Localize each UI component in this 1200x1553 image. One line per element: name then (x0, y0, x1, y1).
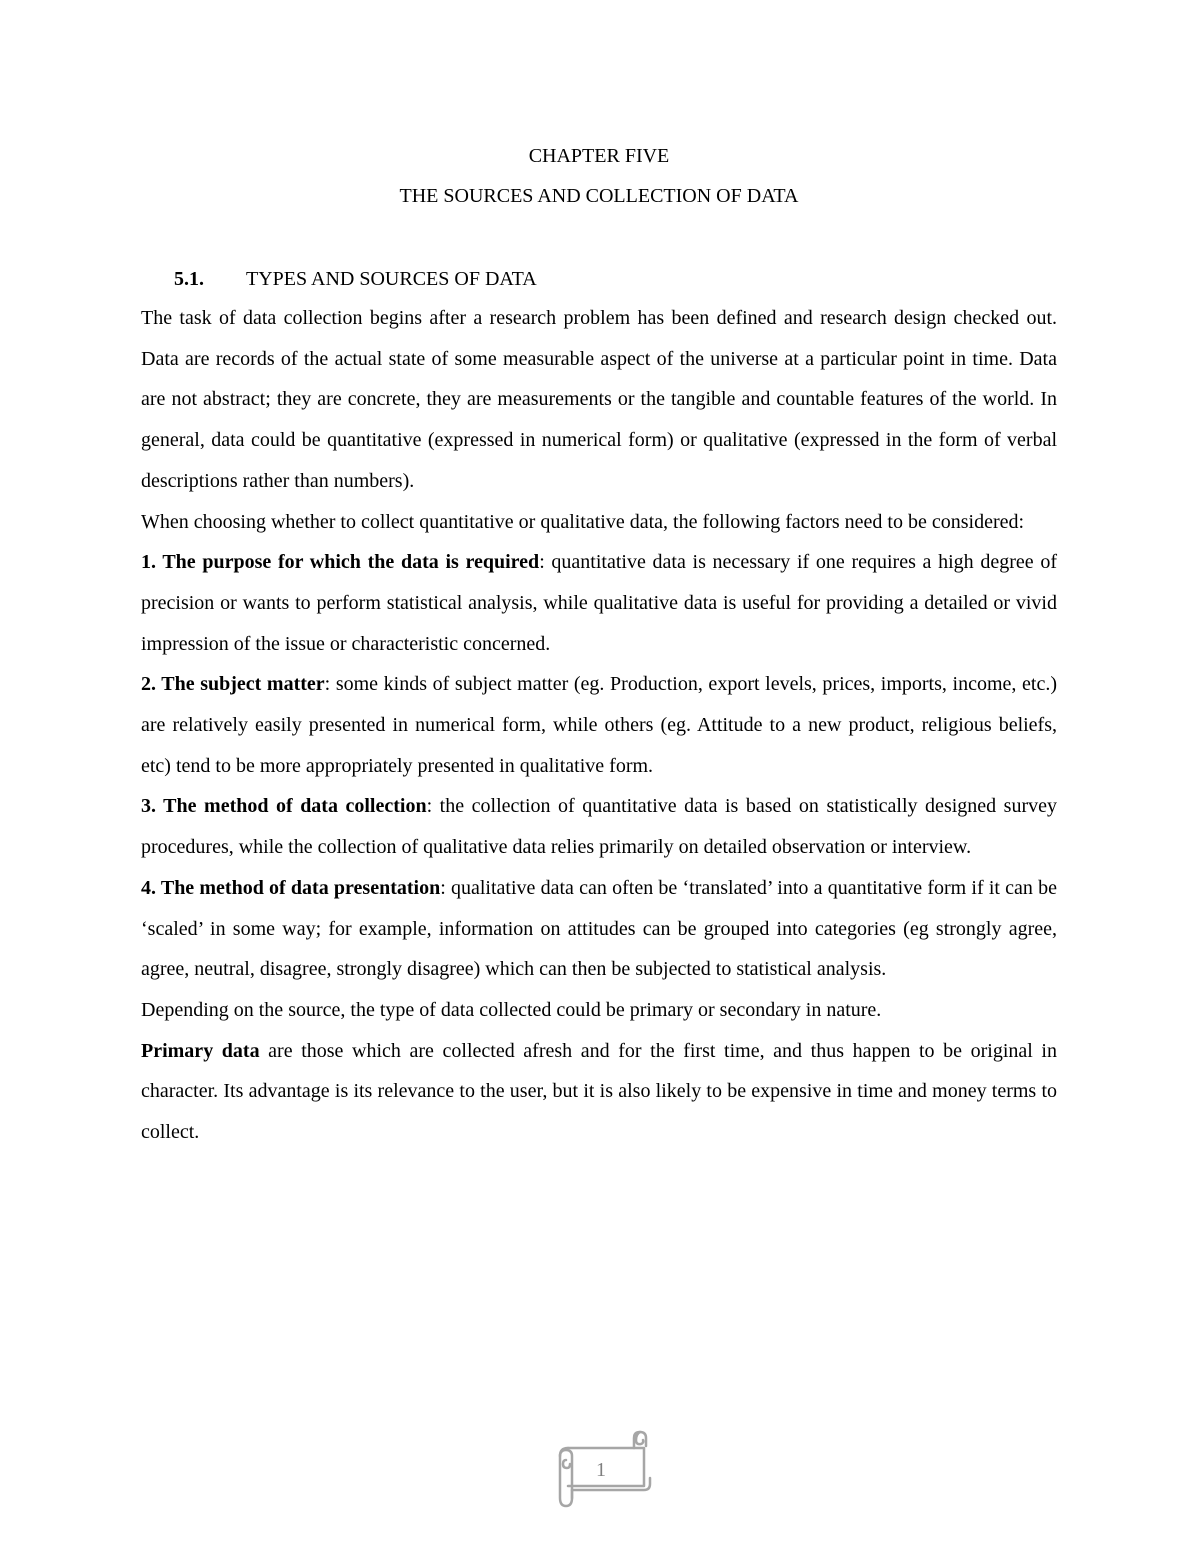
choosing-paragraph: When choosing whether to collect quantitative or qualitative data, the following factors need to be considered: (141, 510, 1025, 533)
factor-1-lead: 1. The purpose for which the data is required (141, 551, 540, 574)
factor-3-text: : the collection of quantitative data is based on statistically designed survey procedures, while the collection of qualitative data relies primarily on detailed observation or interview. (141, 795, 1058, 859)
primary-data-lead: Primary data (141, 1039, 260, 1062)
section-heading (174, 265, 537, 293)
page-number: 1 (596, 1459, 606, 1481)
primary-data-paragraph (141, 1031, 1057, 1153)
factor-4-text: : qualitative data can often be ‘translated’ into a quantitative form if it can be ‘scaled’ in some way; for example, information on attitudes can be grouped into categories (eg strongly agree, agree, neutral, disagree, strongly disagree) which can then be subjected to statistical analysis. (141, 876, 1057, 981)
factor-3-lead: 3. The method of data collection (141, 795, 427, 818)
body-text (141, 298, 1057, 1153)
factor-2-lead: 2. The subject matter (141, 673, 325, 696)
factor-2-paragraph (141, 664, 1057, 786)
intro-paragraph: The task of data collection begins after a research problem has been defined and research design checked out. Data are records of the actual state of some measurable aspect of the universe at a particular point in time. Data are not abstract; they are concrete, they are measurements or the tangible and countable features of the world. In general, data could be quantitative (expressed in numerical form) or qualitative (expressed in the form of verbal descriptions rather than numbers). (141, 307, 1057, 492)
primary-data-text: are those which are collected afresh and for the first time, and thus happen to be original in character. Its advantage is its relevance to the user, but it is also likely to be expensive in time and money terms to collect. (141, 1039, 1057, 1144)
chapter-title: THE SOURCES AND COLLECTION OF DATA (399, 185, 799, 207)
factor-4-lead: 4. The method of data presentation (141, 876, 441, 899)
factor-3-paragraph (141, 786, 1057, 867)
chapter-label: CHAPTER FIVE (528, 145, 670, 167)
section-number: 5.1. (174, 268, 204, 290)
section-title: TYPES AND SOURCES OF DATA (246, 268, 537, 290)
factor-4-paragraph (141, 868, 1057, 990)
factor-1-paragraph (141, 542, 1057, 664)
factor-2-text: : some kinds of subject matter (eg. Production, export levels, prices, imports, income, etc.) are relatively easily presented in numerical form, while others (eg. Attitude to a new product, religious beliefs, etc) tend to be more appropriately presented in qualitative form. (141, 673, 1057, 777)
depending-paragraph: Depending on the source, the type of data collected could be primary or secondary in nature. (141, 998, 882, 1021)
factor-1-text: : quantitative data is necessary if one requires a high degree of precision or wants to perform statistical analysis, while qualitative data is useful for providing a detailed or vivid impression of the issue or characteristic concerned. (141, 551, 1057, 655)
